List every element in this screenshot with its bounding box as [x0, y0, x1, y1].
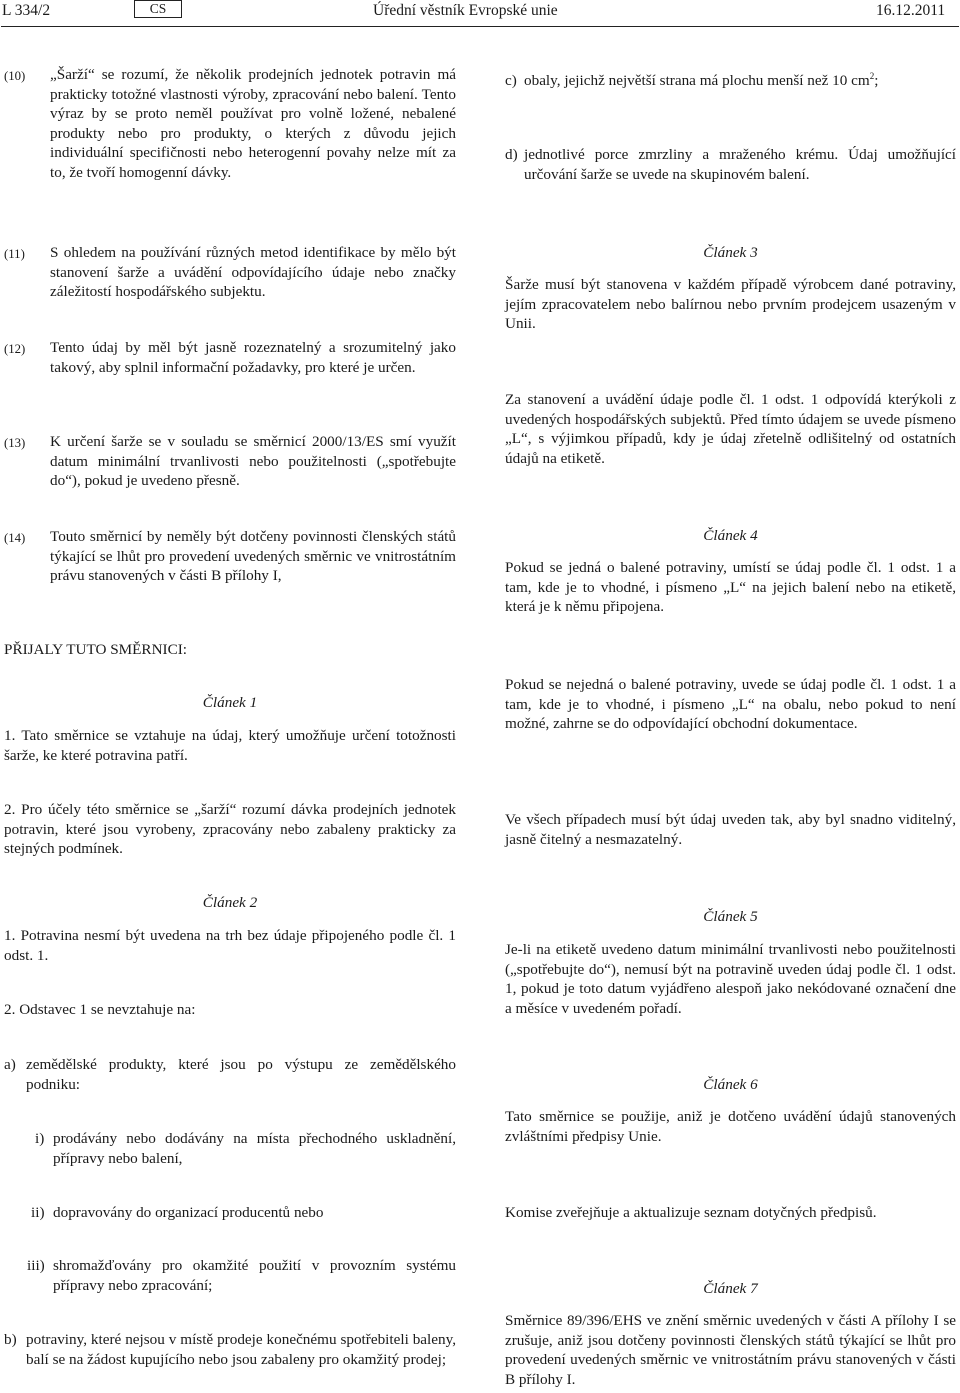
page-reference: L 334/2: [2, 2, 51, 19]
journal-title: Úřední věstník Evropské unie: [373, 2, 558, 19]
article-1-paragraph-2: 2. Pro účely této směrnice se „šarží“ rozumí dávka prodejních jednotek potravin, které jsou vyrobeny, zpracovány nebo zabaleny prakticky za stejných podmínek.: [4, 801, 456, 858]
exemption-c: obaly, jejichž největší strana má plochu menší než 10 $cm^2$;: [524, 71, 879, 89]
recital-number: (11): [4, 247, 25, 261]
article-4-paragraph-1: Pokud se jedná o balené potraviny, umístí se údaj podle čl. 1 odst. 1 a tam, kde je to vhodné, i písmeno „L“ na jejich balení nebo na etiketě, která je k němu připojena.: [505, 559, 956, 616]
recital-number: (13): [4, 436, 26, 450]
article-4-paragraph-2: Pokud se nejedná o balené potraviny, uvede se údaj podle čl. 1 odst. 1 a tam, kde je to vhodné, i písmeno „L“ na obalu, nebo pokud to není možné, zahrne se do odpovídající obchodní dokumentace.: [505, 676, 956, 733]
list-label: ii): [31, 1204, 45, 1221]
exemption-a-i: prodávány nebo dodávány na místa přechodného uskladnění, přípravy nebo balení,: [53, 1130, 456, 1167]
exemption-a-ii: dopravovány do organizací producentů nebo: [53, 1204, 324, 1221]
article-1-heading: Článek 1: [202, 694, 258, 711]
header-rule: [1, 26, 959, 27]
list-label: d): [505, 146, 518, 163]
recital-number: (12): [4, 342, 26, 356]
recital-number: (14): [4, 531, 26, 545]
list-label: a): [4, 1056, 16, 1073]
list-label: i): [35, 1130, 45, 1147]
exemption-a: zemědělské produkty, které jsou po výstupu ze zemědělského podniku:: [26, 1056, 456, 1093]
article-6-paragraph-1: Tato směrnice se použije, aniž je dotčeno uvádění údajů stanovených zvláštními předpisy Unie.: [505, 1108, 956, 1145]
recital-11: S ohledem na používání různých metod identifikace by mělo být stanovení šarže a uvádění odpovídajícího údaje nebo značky záležitostí hospodářského subjektu.: [50, 244, 456, 301]
article-3-paragraph-1: Šarže musí být stanovena v každém případě výrobcem dané potraviny, jejím zpracovatelem nebo balírnou nebo prvním prodejcem usazeným v Unii.: [505, 276, 956, 333]
recital-12: Tento údaj by měl být jasně rozeznatelný a srozumitelný jako takový, aby splnil informační požadavky, pro které je určen.: [50, 339, 456, 376]
list-label: c): [505, 72, 517, 89]
exemption-d: jednotlivé porce zmrzliny a mraženého krému. Údaj umožňující určování šarže se uvede na skupinovém balení.: [524, 146, 956, 183]
article-1-paragraph-1: 1. Tato směrnice se vztahuje na údaj, který umožňuje určení totožnosti šarže, ke které potravina patří.: [4, 727, 456, 764]
publication-date: 16.12.2011: [876, 2, 946, 19]
article-3-paragraph-2: Za stanovení a uvádění údaje podle čl. 1 odst. 1 odpovídá kterýkoli z uvedených hospodářských subjektů. Před tímto údajem se uvede písmeno „L“, s výjimkou případů, kdy je údaj zřetelně odlišitelný od ostatních údajů na etiketě.: [505, 391, 956, 467]
article-5-heading: Článek 5: [703, 908, 758, 925]
list-label: iii): [27, 1257, 45, 1274]
article-4-heading: Článek 4: [703, 527, 758, 544]
article-7-paragraph-1: Směrnice 89/396/EHS ve znění směrnic uvedených v části A přílohy I se zrušuje, aniž jsou dotčeny povinnosti členských států týkající se lhůt pro provedení uvedených směrnic ve vnitrostátním právu stanovených v části B přílohy I.: [505, 1312, 956, 1388]
enacting-formula: PŘIJALY TUTO SMĚRNICI:: [4, 641, 187, 658]
article-6-heading: Článek 6: [703, 1076, 758, 1093]
article-2-heading: Článek 2: [202, 894, 258, 911]
article-2-paragraph-1: 1. Potravina nesmí být uvedena na trh bez údaje připojeného podle čl. 1 odst. 1.: [4, 927, 456, 964]
exemption-b: potraviny, které nejsou v místě prodeje konečnému spotřebiteli baleny, balí se na žádost kupujícího nebo jsou zabaleny pro okamžitý prodej;: [26, 1331, 456, 1368]
article-5-paragraph-1: Je-li na etiketě uvedeno datum minimální trvanlivosti nebo použitelnosti („spotřebujte do“), nemusí být na potravině uveden údaj podle čl. 1 odst. 1, pokud je toto datum vyjádřeno alespoň jako nekódované označení dne a měsíce v uvedeném pořadí.: [505, 941, 956, 1017]
exemption-a-iii: shromažďovány pro okamžité použití v provozním systému přípravy nebo zpracování;: [53, 1257, 456, 1294]
recital-13: K určení šarže se v souladu se směrnicí 2000/13/ES smí využít datum minimální trvanlivosti nebo použitelnosti („spotřebujte do“), pokud je uvedeno přesně.: [50, 433, 456, 490]
recital-number: (10): [4, 69, 26, 83]
recital-10: „Šarží“ se rozumí, že několik prodejních jednotek potravin má prakticky totožné vlastnosti výroby, zpracování nebo balení. Tento výraz by se proto neměl používat pro volně ložené, nebalené produkty nebo pro produkty, o kterých z důvodu jejich individuální specifičnosti nebo heterogenní povahy nelze mít za to, že tvoří homogenní dávky.: [50, 66, 456, 181]
article-3-heading: Článek 3: [703, 244, 758, 261]
list-label: b): [4, 1331, 17, 1348]
article-4-paragraph-3: Ve všech případech musí být údaj uveden tak, aby byl snadno viditelný, jasně čitelný a nesmazatelný.: [505, 811, 956, 848]
article-7-heading: Článek 7: [703, 1280, 758, 1297]
article-6-paragraph-2: Komise zveřejňuje a aktualizuje seznam dotyčných předpisů.: [505, 1204, 877, 1221]
language-code-box: CS: [134, 0, 182, 18]
recital-14: Touto směrnicí by neměly být dotčeny povinnosti členských států týkající se lhůt pro provedení uvedených směrnic ve vnitrostátním právu stanovených v části B přílohy I,: [50, 528, 456, 585]
article-2-paragraph-2: 2. Odstavec 1 se nevztahuje na:: [4, 1001, 196, 1018]
